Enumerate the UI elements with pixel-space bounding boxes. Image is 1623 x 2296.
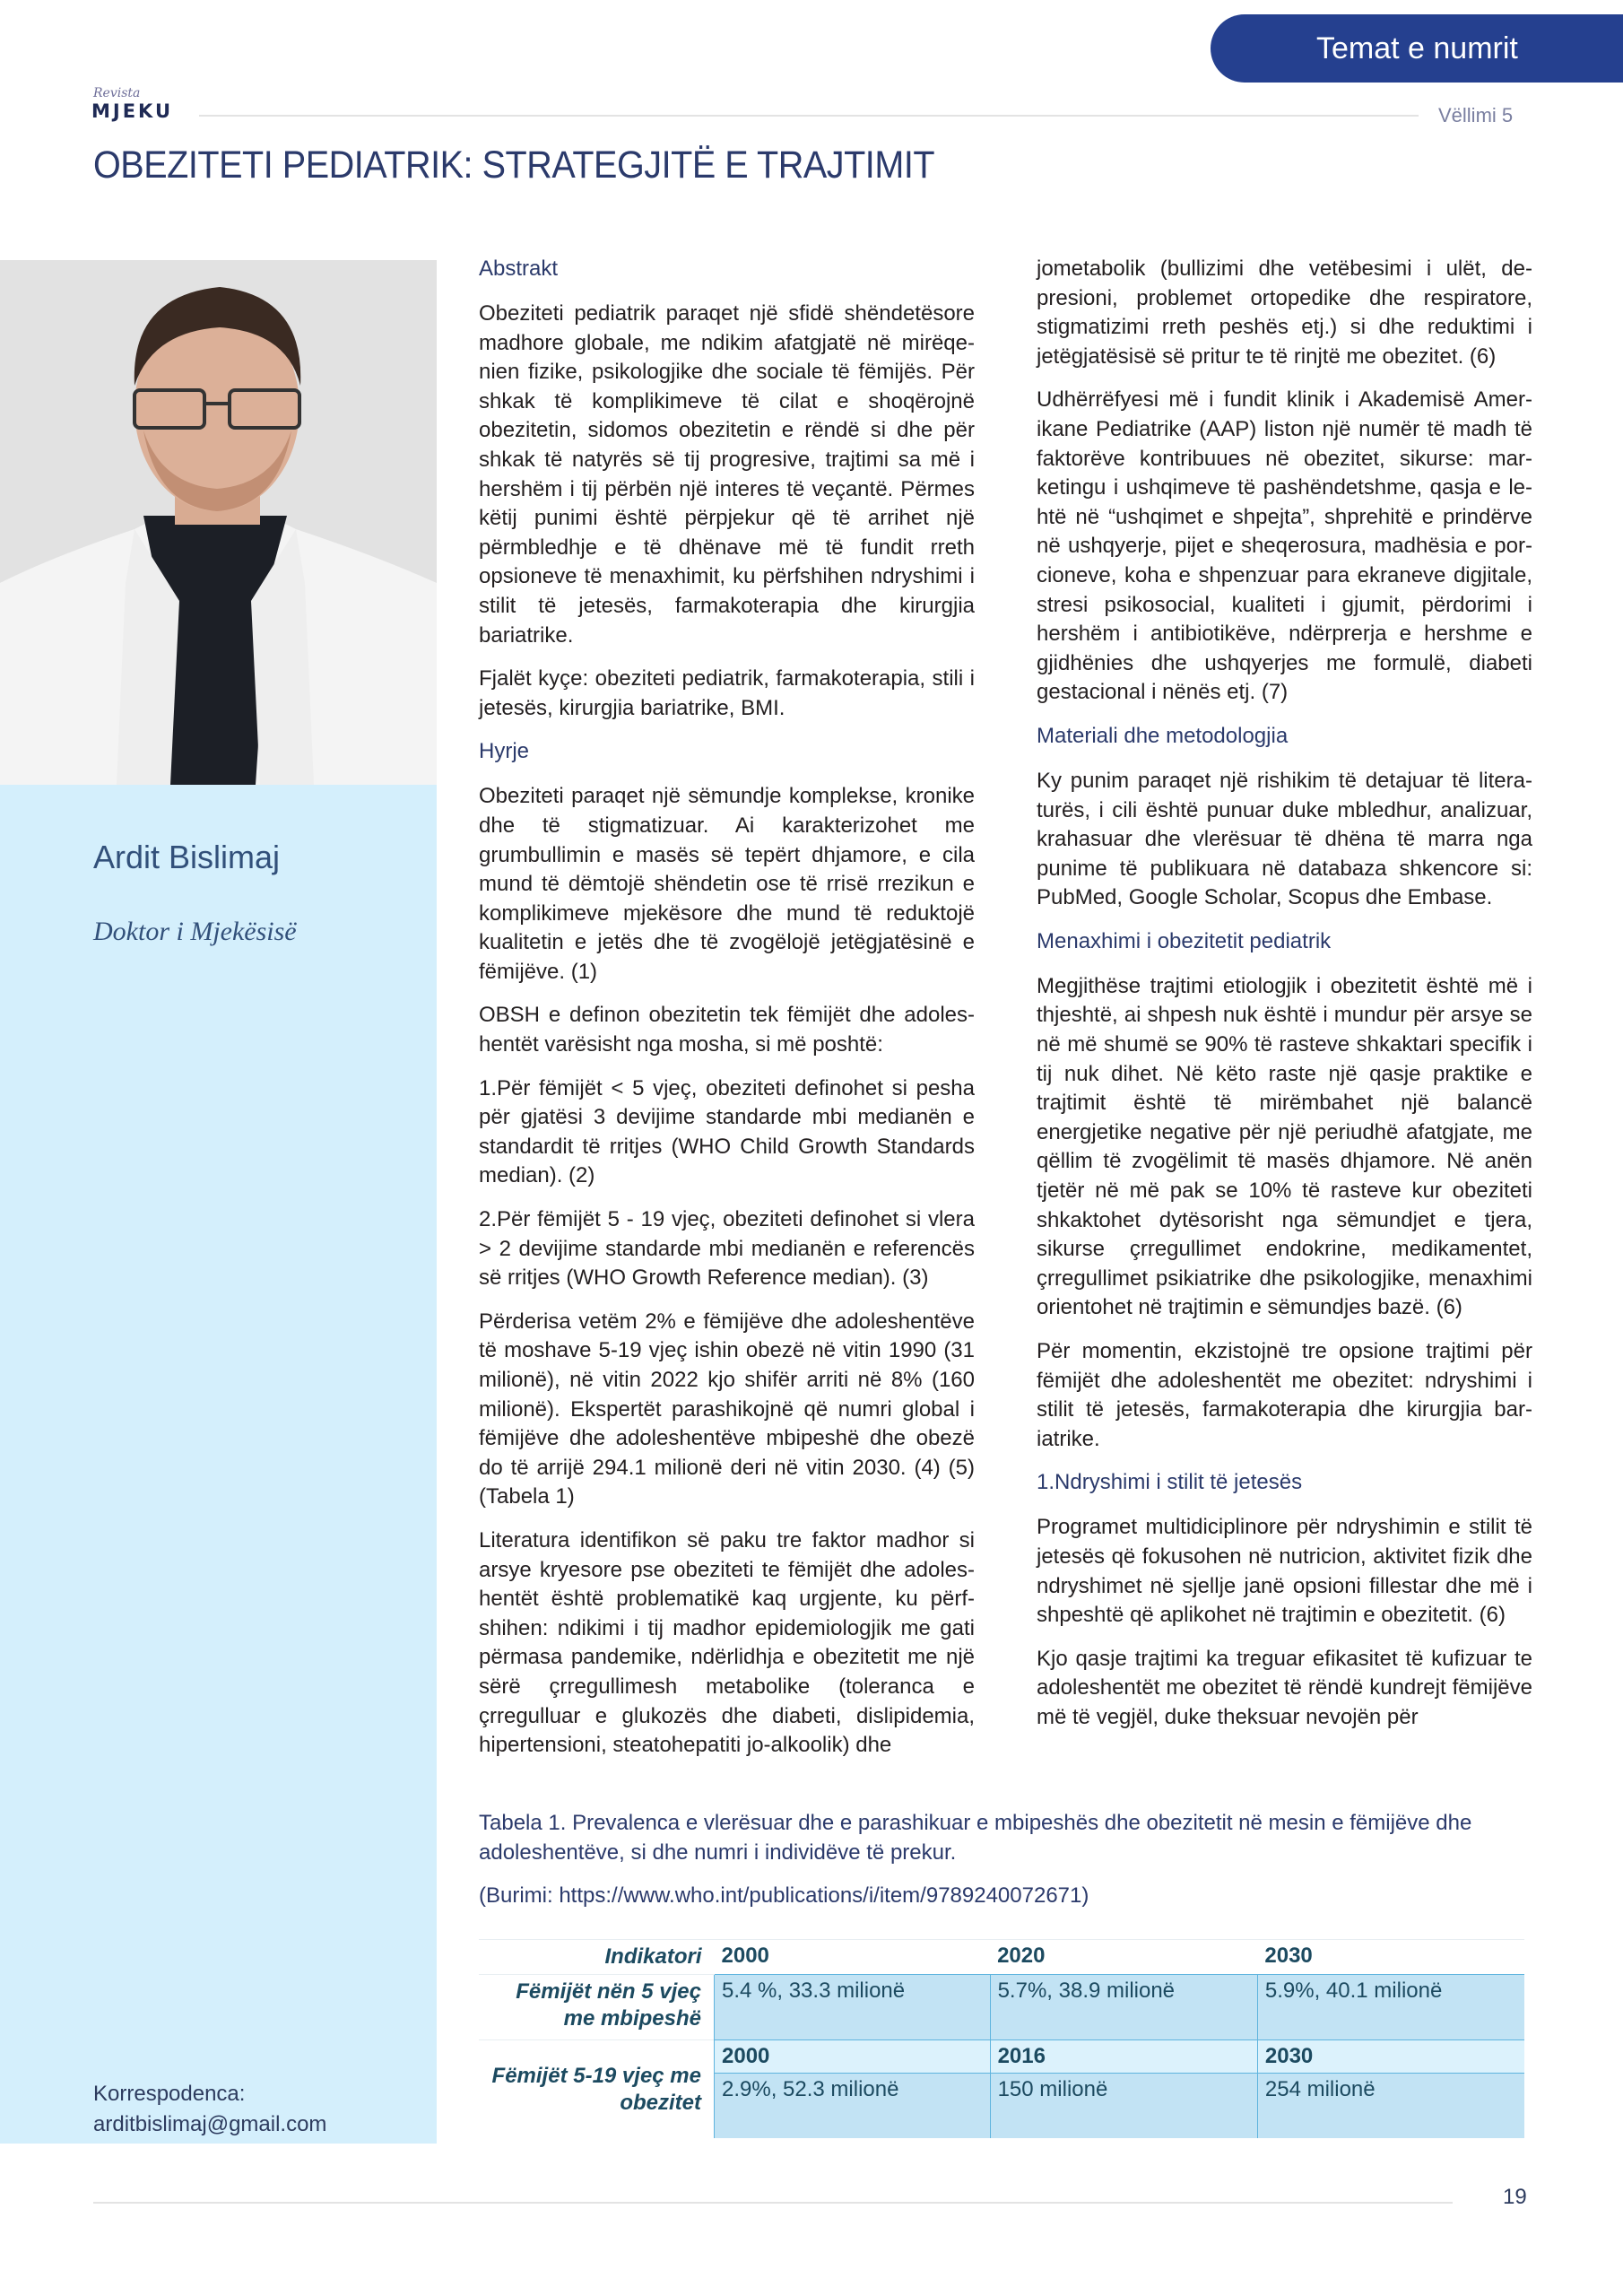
section-tab-label: Temat e numrit: [1316, 30, 1518, 65]
management-paragraph-1: Megjithëse trajtimi etiologjik i obezitetit është më i thjeshtë, ai shpesh nuk është i mundur për arsye se në më shumë se 90% të rasteve shkaktari specifik i tij nuk dihet. Në këto raste një qasje praktike e trajtimit është të mirëmbahet një balancë energjetike negative për një periudhë afatgjate, me qëllim të zvogëlimit të masës dhjamore. Në anën tjetër në më pak se 10% të rasteve kur obeziteti shkaktohet dytësorisht nga sëmundjet e tjera, sikurse çrregullimet endokrine, medikamentet, çrregullimet psikiatrike dhe psikologjike, menaxhimi orientohet në trajtimin e sëmundjes bazë. (6): [1037, 973, 1532, 1320]
article-title: OBEZITETI PEDIATRIK: STRATEGJITË E TRAJTIMIT: [93, 144, 935, 187]
logo-mjeku: MJEKU: [91, 100, 174, 122]
management-heading: Menaxhimi i obezitetit pediatrik: [1037, 928, 1332, 953]
table-source[interactable]: (Burimi: https://www.who.int/publications/i/item/9789240072671): [479, 1883, 1089, 1908]
year-header: 2016: [990, 2040, 1257, 2074]
row-label: Fëmijët nën 5 vjeç me mbipeshë: [479, 1975, 715, 2040]
author-info-panel: [0, 785, 437, 2144]
intro-paragraph-4: 2.Për fëmijët 5 - 19 vjeç, obeziteti definohet si vlera > 2 devijime standarde mbi medianën e referencës së rritjes (WHO Growth Reference median). (3): [479, 1207, 975, 1291]
table-cell: 150 milionë: [990, 2074, 1257, 2139]
table-cell: 5.9%, 40.1 milionë: [1257, 1975, 1524, 2040]
prevalence-table: [479, 1939, 1524, 2138]
correspondence-label: Korrespodenca:: [93, 2082, 246, 2106]
intro-heading: Hyrje: [479, 739, 530, 764]
logo-revista: Revista: [93, 86, 141, 100]
correspondence: [93, 2079, 326, 2140]
paragraph-continued: jometabolik (bullizimi dhe vetëbesimi i ulët, depresioni, problemet ortopedike dhe respiratore, stigmatizimi rreth peshës etj.) si dhe reduktimi i jetëgjatësisë së pritur te të rinjtë me obezitet. (6): [1037, 257, 1532, 369]
lifestyle-paragraph-1: Programet multidiciplinore për ndryshimin e stilit të jetesës që fokusohen në nutricion, aktivitet fizik dhe ndryshimet në sjellje janë opsioni fillestar dhe më i shpeshtë që aplikohet në trajtimin e obezitetit. (6): [1037, 1515, 1532, 1628]
author-email[interactable]: arditbislimaj@gmail.com: [93, 2112, 327, 2136]
year-header: 2000: [715, 1940, 991, 1975]
aap-paragraph: Udhërrëfyesi më i fundit klinik i Akademisë Amerikane Pediatrike (AAP) liston një numër të madh të faktorëve kontribuues në obezitet, sikurse: marketingu i ushqimeve të pashëndetshme, qasja e lehtë në “ushqimet e shpejta”, shprehitë e prindërve në ushqyerje, pijet e sheqerosura, madhësia e porcioneve, koha e shpenzuar para ekraneve digjitale, stresi psikosocial, kualiteti i gjumit, përdorimi i hershëm i antibiotikëve, ndërprerja e hershme e gjidhënies dhe ushqyerjes me formulë, diabeti gestacional i nënës etj. (7): [1037, 387, 1532, 705]
abstract-heading: Abstrakt: [479, 257, 559, 281]
management-paragraph-2: Për momentin, ekzistojnë tre opsione trajtimi për fëmijët dhe adoleshentët me obezitet: ndryshimi i stilit të jetesës, farmakoterapia dhe kirurgjia bariatrike.: [1037, 1339, 1532, 1451]
row-label: Fëmijët 5-19 vjeç me obezitet: [479, 2040, 715, 2139]
lifestyle-paragraph-2: Kjo qasje trajtimi ka treguar efikasitet të kufizuar te adoleshentët me obezitet të rëndë kundrejt fëmijëve më të vegjël, duke theksuar nevojën për: [1037, 1646, 1532, 1729]
table-caption: Tabela 1. Prevalenca e vlerësuar dhe e parashikuar e mbipeshës dhe obezitetit në mesin e fëmijëve dhe adoleshentëve, si dhe numri i individëve të prekur.: [479, 1811, 1472, 1865]
year-header: 2030: [1257, 2040, 1524, 2074]
header-divider: [199, 115, 1419, 117]
year-header: 2000: [715, 2040, 991, 2074]
intro-paragraph-3: 1.Për fëmijët < 5 vjeç, obeziteti definohet si pesha për gjatësi 3 devijime standarde mbi medianën e standardit të rritjes (WHO Child Growth Standards median). (2): [479, 1075, 975, 1188]
year-header: 2030: [1257, 1940, 1524, 1975]
intro-paragraph-2: OBSH e definon obezitetin tek fëmijët dhe adoleshentët varësisht nga mosha, si më poshtë:: [479, 1003, 975, 1057]
volume-label: Vëllimi 5: [1438, 104, 1514, 126]
intro-paragraph-6: Literatura identifikon së paku tre faktor madhor si arsye kryesore pse obeziteti te fëmijët dhe adoleshentët është problematikë kaq urgjente, ku përfshihen: ndikimi i tij madhor epidemiologjik me gati përmasa pandemike, ndërlidhja e obezitetit me një sërë çrregullimesh metabolike (toleranca e çrregulluar e glukozës dhe diabeti, dislipidemia, hipertensioni, steatohepatiti jo-alkoolik) dhe: [479, 1527, 975, 1758]
page-number: 19: [1503, 2185, 1527, 2209]
year-header: 2020: [990, 1940, 1257, 1975]
header-indikatori: Indikatori: [479, 1940, 715, 1975]
methods-heading: Materiali dhe metodologjia: [1037, 723, 1289, 748]
author-photo: [0, 260, 437, 785]
table-cell: 5.4 %, 33.3 milionë: [715, 1975, 991, 2040]
text-column-1: [479, 255, 975, 1775]
portrait-image-icon: [0, 260, 437, 785]
methods-paragraph: Ky punim paraqet një rishikim të detajuar të literaturës, i cili është punuar duke mbledhur, analizuar, krahasuar dhe vlerësuar të dhëna të marra nga punime të publikuara në databaza shkencore si: PubMed, Google Scholar, Scopus dhe Embase.: [1037, 768, 1532, 910]
table-subheader-row: [479, 2040, 1524, 2074]
author-role: Doktor i Mjekësisë: [93, 917, 297, 946]
table-row: [479, 1975, 1524, 2040]
table-header-row: [479, 1940, 1524, 1975]
intro-paragraph-1: Obeziteti paraqet një sëmundje komplekse, kronike dhe të stigmatizuar. Ai karakterizohet me grumbullimin e masës së tepërt dhjamore, e cila mund të dëmtojë shëndetin ose të rrisë rrezikun e komplikimeve mjekësore dhe mund të reduktojë kualitetin e jetës dhe të zvogëlojë jetëgjatësinë e fëmijëve. (1): [479, 784, 975, 984]
table-cell: 254 milionë: [1257, 2074, 1524, 2139]
abstract-text: Obeziteti pediatrik paraqet një sfidë shëndetësore madhore globale, me ndikim afatgjatë në mirëqenien fizike, psikologjike dhe sociale të fëmijës. Për shkak të komplikimeve të cilat e shoqërojnë obezitetin, sidomos obezitetin e rëndë si dhe për shkak të natyrës së tij progresive, trajtimi sa më i hershëm i tij përbën një interes të veçantë. Përmes këtij punimi është përpjekur që të arrihet një përmbledhje e të dhënave më të fundit rreth opsioneve të menaxhimit, ku përfshihen ndryshimi i stilit të jetesës, farmakoterapia dhe kirurgjia bariatrike.: [479, 301, 975, 648]
lifestyle-heading: 1.Ndryshimi i stilit të jetesës: [1037, 1470, 1303, 1495]
footer-divider: [93, 2202, 1453, 2204]
table-cell: 2.9%, 52.3 milionë: [715, 2074, 991, 2139]
table-cell: 5.7%, 38.9 milionë: [990, 1975, 1257, 2040]
text-column-2: [1037, 255, 1532, 1747]
author-name: Ardit Bislimaj: [93, 839, 281, 875]
keywords: Fjalët kyçe: obeziteti pediatrik, farmakoterapia, stili i jetesës, kirurgjia bariatrike, BMI.: [479, 666, 975, 720]
section-tab: [1211, 14, 1623, 83]
intro-paragraph-5: Përderisa vetëm 2% e fëmijëve dhe adoleshentëve të moshave 5-19 vjeç ishin obezë në vitin 1990 (31 milionë), në vitin 2022 kjo shifër arriti në 8% (160 milionë). Ekspertët parashikojnë që numri global i fëmijëve dhe adoleshentëve mbipeshë dhe obezë do të arrijë 294.1 milionë deri në vitin 2030. (4) (5) (Tabela 1): [479, 1309, 975, 1509]
